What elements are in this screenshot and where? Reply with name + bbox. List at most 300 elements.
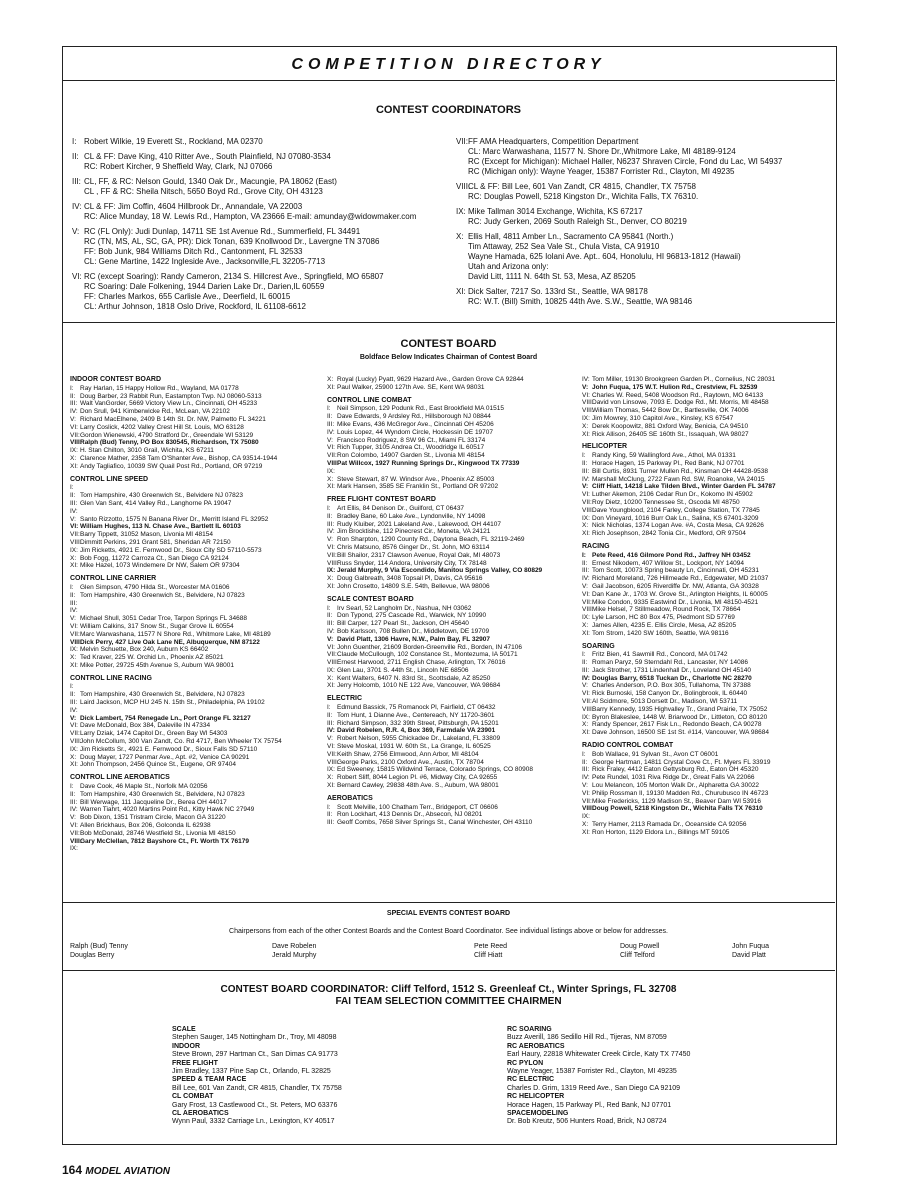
board-member	[582, 659, 832, 667]
region-number: VII:	[70, 431, 80, 439]
region-number: X:	[327, 475, 334, 483]
board-heading: CONTROL LINE SPEED	[70, 475, 149, 483]
board-member	[70, 623, 320, 631]
region-number: III:	[70, 400, 78, 408]
coordinator-line: CL: Marc Warwashana, 11577 N. Shore Dr.,Whitmore Lake, MI 48189-9124	[468, 147, 736, 156]
board-member	[70, 806, 320, 814]
special-name: Cliff Hiatt	[474, 952, 503, 959]
member-address: David Platt, 1306 Havre, N.W., Palm Bay, FL 32907	[337, 635, 490, 643]
region-number: III:	[70, 599, 78, 607]
region-number: III:	[72, 177, 81, 186]
board-member	[582, 530, 832, 538]
member-address: Randy King, 59 Wallingford Ave., Athol, MA 01331	[592, 452, 736, 460]
region-number: V:	[327, 735, 333, 743]
member-address: Byron Blakeslee, 1448 W. Briarwood Dr., Littleton, CO 80120	[592, 713, 768, 721]
coordinator-line: RC: W.T. (Bill) Smith, 10825 44th Ave. S.W., Seattle, WA 98146	[468, 297, 693, 306]
fai-title: FAI TEAM SELECTION COMMITTEE CHAIRMEN	[335, 996, 562, 1007]
region-number: I:	[72, 137, 77, 146]
coordinator-entry	[72, 272, 416, 312]
region-number: X:	[70, 454, 77, 462]
member-address: Bob Karlsson, 708 Bullen Dr., Middletown, DE 19709	[337, 627, 490, 635]
fai-chairman: Wynn Paul, 3332 Carriage Ln., Lexington, KY 40517	[172, 1118, 335, 1126]
board-member	[582, 622, 832, 630]
board-chairman	[327, 636, 577, 644]
region-number: IV:	[70, 408, 78, 416]
board-member	[70, 592, 320, 600]
member-address: Marc Warwashana, 11577 N Shore Rd., Whitmore Lake, MI 48189	[80, 630, 271, 638]
member-address: Louis Lopez, 44 Wyndom Circle, Hockessin DE 19707	[337, 428, 494, 436]
member-address: Edmund Bassick, 75 Romanock Pl, Fairfield, CT 06432	[337, 704, 496, 712]
region-number: XI:	[582, 729, 590, 737]
region-number: VI:	[582, 590, 590, 598]
coordinator-line: David Litt, 1111 N. 64th St. 53, Mesa, AZ 85205	[468, 272, 636, 281]
region-number: IV:	[582, 674, 590, 682]
region-number: XI:	[327, 582, 335, 590]
coordinator-lines	[84, 227, 379, 267]
board-member	[70, 707, 320, 715]
board-member	[327, 476, 577, 484]
member-address: Doug Powell, 5218 Kingston Dr., Wichita Falls TX 76310	[592, 805, 763, 813]
member-address: Rich Josephson, 2842 Tonia Cir., Medford, OR 97504	[592, 530, 746, 538]
fai-category: RC SOARING	[507, 1026, 552, 1033]
board-member	[327, 774, 577, 782]
board-member	[70, 845, 320, 853]
member-address: Mike Evans, 436 McGregor Ave., Cincinnati OH 45206	[337, 420, 494, 428]
board-column-1	[70, 376, 320, 853]
member-address: Ray Harlan, 15 Happy Hollow Rd., Wayland, MA 01778	[80, 384, 239, 392]
member-address: Charles Anderson, P.O. Box 305, Tullahoma, TN 37388	[592, 682, 751, 690]
board-member	[70, 508, 320, 516]
board-chairman	[582, 483, 832, 491]
region-number: I:	[70, 384, 74, 392]
region-number: VIII:	[582, 407, 594, 415]
member-address: Nick Nicholas, 1374 Logan Ave. #A, Costa Mesa, CA 92626	[592, 522, 764, 530]
fai-chairman: Bill Lee, 601 Van Zandt, CR 4815, Chandler, TX 75758	[172, 1084, 342, 1092]
region-number: IX:	[327, 567, 336, 575]
region-number: VIII:	[70, 439, 82, 447]
board-member	[327, 421, 577, 429]
member-address: Dave Youngblood, 2104 Farley, College Station, TX 77845	[592, 506, 760, 514]
member-address: Mike Condon, 9335 Eastwind Dr., Livonia, MI 48150-4521	[592, 598, 759, 606]
fai-category: CL AEROBATICS	[172, 1110, 229, 1118]
member-address: Jim Ricketts, 4921 E. Fernwood Dr., Sioux City SD 57110-5573	[80, 546, 262, 554]
region-number: II:	[70, 591, 76, 599]
member-address: H. Stan Chilton, 3010 Grail, Wichita, KS 67211	[80, 447, 214, 455]
region-number: VI:	[72, 272, 82, 281]
coordinator-line: Wayne Hamada, 625 Iolani Ave. Apt.. 604, Honolulu, HI 96813-1812 (Hawaii)	[468, 252, 741, 261]
board-member	[70, 555, 320, 563]
fai-chairman: Steve Brown, 297 Hartman Ct., San Dimas CA 91773	[172, 1051, 338, 1059]
coordinator-line: CL, FF, & RC: Nelson Gould, 1340 Oak Dr., Macungie, PA 18062 (East)	[84, 177, 337, 186]
member-address: Ralph (Bud) Tenny, PO Box 830545, Richardson, TX 75080	[80, 439, 259, 447]
member-address: Richard Moreland, 726 Hillmeade Rd., Edgewater, MD 21037	[592, 575, 769, 583]
region-number: III:	[327, 520, 335, 528]
board-member	[327, 513, 577, 521]
fai-left-column	[172, 1026, 342, 1127]
region-number: I:	[327, 704, 331, 712]
region-number: IV:	[70, 607, 78, 615]
member-address: Tom Hampshire, 430 Greenwich St., Belvidere, NJ 07823	[80, 591, 245, 599]
member-address: Mark Hansen, 3585 SE Franklin St., Portland OR 97202	[337, 483, 499, 491]
board-member	[582, 774, 832, 782]
member-address: Bill Werwage, 111 Jacqueline Dr., Berea OH 44017	[80, 798, 227, 806]
member-address: John McCollum, 300 Van Zandt, Co. Rd 4717, Ben Wheeler TX 75754	[80, 738, 282, 746]
member-address: Derek Koopowitz, 881 Oxford Way, Benicia, CA 94510	[592, 422, 749, 430]
board-heading: FREE FLIGHT CONTEST BOARD	[327, 496, 436, 504]
board-member	[70, 822, 320, 830]
board-member	[70, 662, 320, 670]
member-address: Bill Curtis, 8931 Turner Mullen Rd., Kinsman OH 44428-9538	[592, 467, 768, 475]
board-member	[327, 521, 577, 529]
member-address: Dave Cook, 46 Maple St., Norfolk MA 02056	[80, 783, 208, 791]
region-number: V:	[70, 714, 77, 722]
board-member	[327, 620, 577, 628]
member-address: Paul Walker, 25900 127th Ave. SE, Kent WA 98031	[337, 383, 485, 391]
board-member	[582, 821, 832, 829]
region-number: IX:	[582, 414, 590, 422]
board-member	[327, 376, 577, 384]
board-heading: HELICOPTER	[582, 443, 628, 451]
board-member	[582, 698, 832, 706]
region-number: VIII:	[327, 758, 339, 766]
region-number: II:	[70, 790, 76, 798]
member-address: Art Ellis, 84 Denison Dr., Guilford, CT 06437	[337, 504, 465, 512]
member-address: Terry Hamer, 2113 Ramada Dr., Oceanside CA 92056	[592, 821, 747, 829]
board-member	[70, 754, 320, 762]
coordinator-lines	[84, 177, 337, 197]
board-member	[327, 505, 577, 513]
board-heading: AEROBATICS	[327, 794, 373, 802]
board-chairman	[70, 439, 320, 447]
fai-category: RC PYLON	[507, 1059, 544, 1067]
coordinators-left-column	[72, 137, 416, 317]
coordinator-entry	[72, 177, 416, 197]
region-number: VI:	[327, 643, 335, 651]
board-member	[327, 628, 577, 636]
region-number: VI:	[327, 543, 335, 551]
region-number: V:	[582, 483, 589, 491]
member-address: Bob Dixon, 1351 Tristram Circle, Macon GA 31220	[80, 814, 226, 822]
board-member	[582, 407, 832, 415]
region-number: X:	[70, 654, 77, 662]
region-number: I:	[70, 484, 74, 492]
member-address: Clarence Mather, 2358 Tam O'Shanter Ave., Bishop, CA 93514-1944	[80, 454, 278, 462]
board-member	[70, 615, 320, 623]
region-number: IX:	[582, 713, 590, 721]
board-member	[70, 722, 320, 730]
board-member	[327, 682, 577, 690]
board-member	[70, 400, 320, 408]
coordinators-rule	[62, 322, 835, 323]
member-address: Barry Tippett, 31052 Mason, Livonia MI 48154	[80, 531, 213, 539]
member-address: Bernard Cawley, 29838 48th Ave. S., Auburn, WA 98001	[337, 782, 499, 790]
fai-chairman: Earl Haury, 22818 Whitewater Creek Circle, Katy TX 77450	[507, 1051, 691, 1059]
board-member	[70, 463, 320, 471]
member-address: Horace Hagen, 15 Parkway Pl., Red Bank, NJ 07701	[592, 459, 745, 467]
region-number: X:	[327, 376, 334, 383]
coordinator-line: Robert Wilkie, 19 Everett St., Rockland, MA 02370	[84, 137, 263, 146]
board-heading: INDOOR CONTEST BOARD	[70, 376, 161, 383]
member-address: Ron Colombo, 14907 Garden St., Livonia MI 48154	[337, 452, 485, 460]
board-heading: CONTROL LINE CARRIER	[70, 575, 157, 583]
region-number: III:	[582, 467, 590, 475]
board-member	[327, 766, 577, 774]
region-number: IX:	[70, 745, 78, 753]
region-number: IX:	[327, 467, 335, 475]
board-coordinator	[62, 984, 835, 1008]
board-chairman	[582, 675, 832, 683]
board-member	[582, 575, 832, 583]
member-address: Larry Dziak, 1474 Capitol Dr., Green Bay WI 54303	[80, 730, 228, 738]
fai-category: RC ELECTRIC	[507, 1076, 555, 1084]
board-member	[327, 651, 577, 659]
special-name: Douglas Berry	[70, 952, 115, 959]
coordinator-entry	[72, 202, 416, 222]
region-number: VII:	[327, 551, 337, 559]
board-member	[327, 659, 577, 667]
region-number: IV:	[327, 627, 335, 635]
board-member	[327, 720, 577, 728]
board-member	[327, 468, 577, 476]
special-name: Ralph (Bud) Tenny	[70, 943, 128, 950]
member-address: Don Typond, 275 Cascade Rd., Warwick, NY 10990	[337, 612, 487, 620]
special-name: Jerald Murphy	[272, 952, 317, 959]
board-member	[582, 560, 832, 568]
board-member	[327, 612, 577, 620]
region-number: VI:	[582, 491, 590, 499]
member-address: Pat Willcox, 1927 Running Springs Dr., Kingwood TX 77339	[337, 459, 520, 467]
region-number: VII:	[456, 137, 469, 146]
member-address: Al Scidmore, 5013 Dorsett Dr., Madison, WI 53711	[592, 698, 738, 706]
board-member	[582, 714, 832, 722]
region-number: III:	[582, 766, 590, 774]
member-address: Ron Lockhart, 413 Dennis Dr., Absecon, NJ 08201	[337, 811, 483, 819]
board-member	[70, 631, 320, 639]
member-address: John Guenther, 21609 Borden-Greenville Rd., Borden, IN 47106	[337, 643, 523, 651]
board-member	[582, 476, 832, 484]
member-address: Allen Brickhaus, Box 206, Golconda IL 62938	[80, 822, 211, 830]
fai-category: SPACEMODELING	[507, 1110, 569, 1118]
board-member	[327, 483, 577, 491]
member-address: Santo Rizzotto, 1575 N Banana River Dr., Merritt Island FL 32952	[80, 515, 269, 523]
member-address: Kent Walters, 6407 N. 83rd St., Scottsdale, AZ 85250	[337, 674, 491, 682]
region-number: IV:	[70, 806, 78, 814]
coordinator-lines	[468, 182, 698, 202]
board-member	[327, 413, 577, 421]
board-member	[582, 798, 832, 806]
region-number: VII:	[327, 651, 337, 659]
region-number: II:	[327, 413, 333, 421]
member-address: Jack Strother, 1731 Lindenhall Dr., Loveland OH 45140	[592, 666, 751, 674]
contest-board-note: Boldface Below Indicates Chairman of Contest Board	[359, 354, 538, 361]
board-member	[582, 399, 832, 407]
fai-category: CL COMBAT	[172, 1093, 214, 1101]
board-member	[70, 730, 320, 738]
board-heading: CONTROL LINE COMBAT	[327, 396, 412, 404]
coordinator-entry	[456, 287, 782, 307]
special-rule	[62, 970, 835, 971]
member-address: Ron Horton, 1129 Eldora Ln., Billings MT 59105	[592, 828, 730, 836]
region-number: I:	[582, 452, 586, 460]
member-address: Dave McDonald, Box 384, Daleville IN 47334	[80, 722, 211, 730]
member-address: Bill Shailor, 2317 Clawson Avenue, Royal Oak, MI 48073	[337, 551, 501, 559]
member-address: John Crosetto, 14809 S.E. 54th, Bellevue, WA 98006	[337, 582, 490, 590]
special-name: Pete Reed	[474, 943, 508, 950]
board-heading: CONTROL LINE AEROBATICS	[70, 774, 170, 782]
board-member	[582, 606, 832, 614]
region-number: V:	[327, 436, 333, 444]
board-member	[327, 575, 577, 583]
member-address: Luther Akemon, 2106 Cedar Run Dr., Kokomo IN 45902	[592, 491, 753, 499]
region-number: X:	[70, 554, 77, 562]
board-member	[327, 405, 577, 413]
board-coordinator-line: CONTEST BOARD COORDINATOR: Cliff Telford, 1512 S. Greenleaf Ct., Winter Springs, FL 32708	[220, 984, 677, 995]
board-member	[582, 729, 832, 737]
coordinator-line: Ellis Hall, 4811 Amber Ln., Sacramento CA 95841 (North.)	[468, 232, 674, 241]
member-address: Ted Kraver, 225 W. Orchid Ln., Phoenix AZ 85021	[80, 654, 224, 662]
member-address: Robert Sliff, 8044 Legion Pl. #6, Midway City, CA 92655	[337, 774, 498, 782]
board-member	[582, 452, 832, 460]
board-member	[70, 484, 320, 492]
member-address: Bob Fogg, 11272 Carroza Ct., San Diego CA 92124	[80, 554, 229, 562]
region-number: V:	[582, 782, 588, 790]
region-number: VI:	[70, 722, 78, 730]
region-number: X:	[582, 422, 589, 430]
member-address: Roman Paryz, 59 Sterndahl Rd., Lancaster, NY 14086	[592, 659, 748, 667]
region-number: X:	[327, 774, 334, 782]
board-member	[582, 782, 832, 790]
fai-category: FREE FLIGHT	[172, 1059, 218, 1067]
board-column-2	[327, 376, 577, 827]
coordinator-line: RC (Except for Michigan): Michael Haller, N6237 Shraven Circle, Fond du Lac, WI 54937	[468, 157, 783, 166]
board-member	[582, 591, 832, 599]
board-member	[70, 432, 320, 440]
region-number: I:	[582, 750, 586, 758]
member-address: Irv Searl, 52 Langholm Dr., Nashua, NH 03062	[337, 604, 472, 612]
member-address: Michael Shull, 3051 Cedar Trce, Tarpon Springs FL 34688	[80, 615, 247, 623]
region-number: V:	[327, 536, 333, 544]
member-address: Rick Burnoski, 158 Canyon Dr., Bolingbrook, IL 60440	[592, 690, 748, 698]
coordinator-line: CL: Gene Martine, 1422 Ingleside Ave., Jacksonville,FL 32205-7713	[84, 257, 326, 266]
region-number: III:	[70, 699, 78, 707]
member-address: James Allen, 4235 E. Ellis Circle, Mesa, AZ 85205	[592, 621, 737, 629]
region-number: XI:	[70, 761, 78, 769]
member-address: Chris Matsuno, 8576 Ginger Dr., St. John, MO 63114	[337, 543, 490, 551]
member-address: Douglas Barry, 6518 Tuckan Dr., Charlotte NC 28270	[592, 674, 752, 682]
board-member	[582, 759, 832, 767]
board-heading: CONTROL LINE RACING	[70, 674, 152, 682]
member-address: Rich Tupper, 3105 Andrea Ct., Woodridge IL 60517	[337, 444, 485, 452]
region-number: IX:	[70, 447, 78, 455]
coordinator-lines	[468, 232, 741, 282]
member-address: Francisco Rodriguez, 8 SW 96 Ct., Miami FL 33174	[337, 436, 486, 444]
region-number: VI:	[70, 822, 78, 830]
board-member	[70, 408, 320, 416]
region-number: V:	[70, 615, 76, 623]
coordinator-line: CL , FF & RC: Sheila Nitsch, 5650 Boyd Rd., Grove City, OH 43123	[84, 187, 323, 196]
fai-category: RC HELICOPTER	[507, 1093, 565, 1101]
region-number: I:	[70, 583, 74, 591]
member-address: George Hartman, 14811 Crystal Cove Ct., Ft. Myers FL 33919	[592, 758, 771, 766]
board-member	[70, 539, 320, 547]
region-number: VI:	[70, 423, 78, 431]
coordinator-line: RC: Robert Kircher, 9 Sheffield Way, Clark, NJ 07066	[84, 162, 273, 171]
board-member	[327, 759, 577, 767]
member-address: Tom Miller, 19130 Brookgreen Garden Pl., Cornelius, NC 28031	[592, 376, 776, 383]
board-member	[582, 790, 832, 798]
fai-right-column	[507, 1026, 690, 1127]
member-address: Jim Brocktishe, 112 Pinecrest Cir., Moneta, VA 24121	[337, 528, 491, 536]
member-address: Marshall McClung, 2722 Fawn Rd. SW, Roanoke, VA 24015	[592, 475, 765, 483]
member-address: William Calkins, 317 Snow St., Sugar Grove IL 60554	[80, 622, 234, 630]
board-member	[70, 799, 320, 807]
region-number: VIII:	[582, 705, 594, 713]
board-member	[327, 743, 577, 751]
board-chairman	[582, 805, 832, 813]
board-member	[582, 766, 832, 774]
board-heading: RADIO CONTROL COMBAT	[582, 742, 674, 750]
coordinator-entry	[72, 137, 416, 147]
region-number: VII:	[70, 829, 80, 837]
coordinator-lines	[84, 202, 416, 222]
member-address: Jerald Murphy, 9 Via Escondido, Manitou Springs Valley, CO 80829	[337, 567, 543, 575]
member-address: Dimmitt Perkins, 291 Grant 581, Sheridan AR 72150	[80, 538, 231, 546]
region-number: X:	[456, 232, 464, 241]
member-address: Andy Tagliafico, 10039 SW Quail Post Rd., Portland, OR 97219	[80, 462, 263, 470]
board-member	[327, 429, 577, 437]
page-footer	[62, 1163, 170, 1177]
region-number: II:	[327, 811, 333, 819]
member-address: Doug Mayer, 1727 Penmar Ave., Apt. #2, Venice CA 90291	[80, 753, 250, 761]
region-number: VI:	[582, 690, 590, 698]
board-member	[70, 562, 320, 570]
special-name: Dave Robelen	[272, 943, 317, 950]
special-names-col-5	[732, 942, 769, 960]
member-address: John Thompson, 2456 Quince St., Eugene, OR 97404	[80, 761, 236, 769]
region-number: V:	[70, 515, 76, 523]
fai-category: INDOOR	[172, 1042, 200, 1050]
region-number: I:	[327, 604, 331, 612]
board-member	[327, 452, 577, 460]
board-member	[582, 522, 832, 530]
region-number: II:	[72, 152, 79, 161]
region-number: II:	[582, 659, 588, 667]
member-address: Ernest Nikodem, 407 Willow St., Lockport, NY 14094	[592, 559, 744, 567]
region-number: IV:	[327, 528, 335, 536]
region-number: IX:	[582, 514, 590, 522]
contest-coordinators-title: CONTEST COORDINATORS	[375, 104, 522, 116]
region-number: IX:	[327, 666, 335, 674]
board-member	[70, 447, 320, 455]
region-number: I:	[327, 405, 331, 413]
coordinator-line: CL & FF: Bill Lee, 601 Van Zandt, CR 4815, Chandler, TX 75758	[468, 182, 696, 191]
coordinator-entry	[72, 152, 416, 172]
fai-chairman: Buzz Averill, 186 Sedillo Hill Rd., Tijeras, NM 87059	[507, 1034, 667, 1042]
board-member	[582, 751, 832, 759]
region-number: IX:	[327, 766, 335, 774]
special-names-col-2	[272, 942, 316, 960]
region-number: VI:	[70, 622, 78, 630]
region-number: VII:	[582, 797, 592, 805]
fai-chairman: Dr. Bob Kreutz, 506 Hunters Road, Brick, NJ 08724	[507, 1118, 667, 1126]
region-number: IX:	[456, 207, 466, 216]
member-address: Keith Shaw, 2756 Elmwood, Ann Arbor, MI 48104	[337, 750, 479, 758]
member-address: Royal (Lucky) Pyatt, 9629 Hazard Ave., Garden Grove CA 92844	[337, 376, 524, 383]
board-member	[582, 583, 832, 591]
board-member	[582, 829, 832, 837]
member-address: Russ Snyder, 114 Andora, University City, TX 78148	[337, 559, 487, 567]
member-address: Rudy Kluiber, 2021 Lakeland Ave., Lakewood, OH 44107	[337, 520, 501, 528]
